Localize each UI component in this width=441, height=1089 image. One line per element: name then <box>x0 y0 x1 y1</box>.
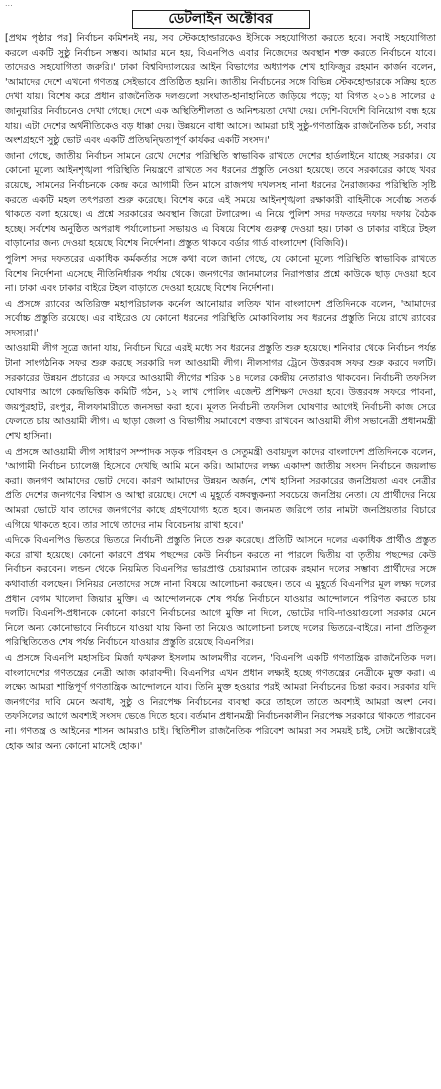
headline-box <box>132 10 310 29</box>
paragraph-7: এদিকে বিএনপিও ভিতরে ভিতরে নির্বাচনী প্রস্তুতি নিতে শুরু করেছে। প্রতিটি আসনে দলের একাধিক প্রার্থীও প্রস্তুত করে রাখা হয়েছে। কোনো কারণে প্রথম পছন্দের কেউ নির্বাচন করতে না পারলে দ্বিতীয় বা তৃতীয় পছন্দের কেউ নির্বাচন করবেন। লন্ডন থেকে নিয়মিত বিএনপির ভারপ্রাপ্ত চেয়ারম্যান তারেক রহমান দলের সম্ভাব্য প্রার্থীদের সঙ্গে কথাবার্তা বলছেন। সিনিয়র নেতাদের সঙ্গে নানা বিষয়ে আলোচনা করছেন। তবে এ মুহূর্তে বিএনপির মূল লক্ষ্য দলের প্রধান বেগম খালেদা জিয়ার মুক্তি। এ আন্দোলনকে শেষ পর্যন্ত নির্বাচনে যাওয়ার আন্দোলনে পরিণত করতে চায় দলটি। বিএনপি-প্রধানকে কোনো কারণে নির্বাচনের আগে মুক্তি না দিলে, ভোটের দাবি-দাওয়াগুলো সরকার মেনে নিলে অন্য কোনোভাবে নির্বাচনে যাওয়া যায় কিনা তা নিয়েও আলোচনা চলছে দলের ভিতরে-বাইরে। নানা প্রতিকূল পরিস্থিতিতেও শেষ পর্যন্ত নির্বাচনে যাওয়ার প্রস্তুতি রয়েছে বিএনপির। <box>5 535 436 649</box>
article-body <box>5 32 436 754</box>
top-strip: ... <box>5 0 13 8</box>
headline: ডেটলাইন অক্টোবর <box>168 11 273 27</box>
paragraph-4: এ প্রসঙ্গে র‍্যাবের অতিরিক্ত মহাপরিচালক কর্নেল আনোয়ার লতিফ খান বাংলাদেশ প্রতিদিনকে বলেন, 'আমাদের সর্বোচ্চ প্রস্তুতি রয়েছে। এর বাইরেও যে কোনো ধরনের পরিস্থিতি মোকাবিলায় সব ধরনের প্রস্তুতি নিয়ে রাখে র‍্যাবের সদস্যরা।' <box>5 298 436 339</box>
paragraph-6: এ প্রসঙ্গে আওয়ামী লীগ সাধারণ সম্পাদক সড়ক পরিবহন ও সেতুমন্ত্রী ওবায়দুল কাদের বাংলাদেশ প্রতিদিনকে বলেন, 'আগামী নির্বাচন চ্যালেঞ্জ হিসেবে দেখছি আমি মনে করি। আমাদের লক্ষ্য একাদশ জাতীয় সংসদ নির্বাচনে জয়লাভ করা। জনগণ আমাদের ভোট দেবে। কারণ আমাদের উন্নয়ন অর্জন, শেখ হাসিনা সরকারের জনপ্রিয়তা এবং নেত্রীর প্রতি দেশের জনগণের বিশ্বাস ও আস্থা রয়েছে। দেশে এ মুহূর্তে বঙ্গবন্ধুকন্যা সবচেয়ে জনপ্রিয় নেতা। যে প্রার্থীদের নিয়ে আমরা ভোটে যাব তাদের জনগণের কাছে গ্রহণযোগ্য হতে হবে। জনমত জরিপে তার নামটা জনপ্রিয়তার বিচারে এগিয়ে থাকতে হবে। তার সাথে তাদের নাম বিবেচনায় রাখা হবে।' <box>5 446 436 531</box>
paragraph-5: আওয়ামী লীগ সূত্রে জানা যায়, নির্বাচন ঘিরে এরই মধ্যে সব ধরনের প্রস্তুতি শুরু হয়েছে। শনিবার থেকে নির্বাচন পর্যন্ত টানা সাংগঠনিক সফর শুরু করছে সরকারি দল আওয়ামী লীগ। নীলসাগর ট্রেনে উত্তরবঙ্গ সফর শুরু করবে দলটি। সরকারের উন্নয়ন প্রচারের এ সফরে আওয়ামী লীগের শরিক ১৪ দলের কেন্দ্রীয় নেতারাও থাকবেন। নির্বাচনী তফসিল ঘোষণার আগে কেন্দ্রভিত্তিক কমিটি গঠন, ১২ লাখ পোলিং এজেন্ট প্রশিক্ষণ দেওয়া হবে। উত্তরবঙ্গ সফরে পাবনা, জয়পুরহাট, রংপুর, নীলফামারীতে জনসভা করা হবে। মূলত নির্বাচনী তফসিল ঘোষণার আগেই নির্বাচনী কাজ সেরে ফেলতে চায় আওয়ামী লীগ। এ ছাড়া জেলা ও বিভাগীয় সমাবেশে বক্তব্য রাখবেন আওয়ামী লীগ সভানেত্রী প্রধানমন্ত্রী শেখ হাসিনা। <box>5 343 436 443</box>
paragraph-8: এ প্রসঙ্গে বিএনপি মহাসচিব মির্জা ফখরুল ইসলাম আলমগীর বলেন, 'বিএনপি একটি গণতান্ত্রিক রাজনৈতিক দল। বাংলাদেশের গণতন্ত্রের নেত্রী আজ কারাবন্দী। বিএনপির এখন প্রধান লক্ষ্যই হচ্ছে গণতন্ত্রের নেত্রীকে মুক্ত করা। এ লক্ষ্যে আমরা শান্তিপূর্ণ গণতান্ত্রিক আন্দোলনে যাব। তিনি মুক্ত হওয়ার পরই আমরা নির্বাচনের চিন্তা করব। সরকার যদি জনগণের দাবি মেনে অবাধ, সুষ্ঠু ও নিরপেক্ষ নির্বাচনের ব্যবস্থা করে তাহলে তাতে অবশ্যই আমরা অংশ নেব। তফসিলের আগে অবশ্যই সংসদ ভেঙে দিতে হবে। বর্তমান প্রধানমন্ত্রী নির্বাচনকালীন নিরপেক্ষ সরকারে থাকতে পারবেন না। গণতন্ত্র ও আইনের শাসন আমরাও চাই। স্থিতিশীল রাজনৈতিক পরিবেশ আমরা সব সময়ই চাই, সেটা অক্টোবরেই হোক আর অন্য কোনো মাসেই হোক।' <box>5 652 437 752</box>
paragraph-3: পুলিশ সদর দফতরের একাধিক কর্মকর্তার সঙ্গে কথা বলে জানা গেছে, যে কোনো মূল্যে পরিস্থিতি স্বাভাবিক রাখতে বিশেষ নির্দেশনা এসেছে নীতিনির্ধারক পর্যায় থেকে। জনগণের জানমালের নিরাপত্তার প্রশ্নে কাউকে ছাড় দেওয়া হবে না। ঢাকা এবং ঢাকার বাইরে টহল বাড়াতে দেওয়া হয়েছে বিশেষ নির্দেশনা। <box>5 253 436 295</box>
paragraph-1: [প্রথম পৃষ্ঠার পর] নির্বাচন কমিশনই নয়, সব স্টেকহোল্ডারকেও ইসিকে সহযোগিতা করতে হবে। সবাই সহযোগিতা করলে একটি সুষ্ঠু নির্বাচন সম্ভব। আমার মনে হয়, বিএনপিও এবার নিজেদের অবস্থান শক্ত করতে নির্বাচনে যাবে। তাদেরও সহযোগিতা জরুরি।' ঢাকা বিশ্ববিদ্যালয়ের আইন বিভাগের অধ্যাপক শেখ হাফিজুর রহমান কার্জন বলেন, 'আমাদের দেশে এখনো গণতন্ত্র সেইভাবে প্রতিষ্ঠিত হয়নি। জাতীয় নির্বাচনের সঙ্গে বিভিন্ন স্টেকহোল্ডারকে সক্রিয় হতে দেখা যায়। বিশেষ করে প্রধান রাজনৈতিক দলগুলো সংঘাত-হানাহানিতে জড়িয়ে পড়ে; যা বিগত ২০১৪ সালের ৫ জানুয়ারির নির্বাচনেও দেখা গেছে। দেশে এক অস্থিতিশীলতা ও অনিশ্চয়তা দেখা দেয়। দেশি-বিদেশি বিনিয়োগ বন্ধ হয়ে যায়। এটা দেশের অর্থনীতিকেও বড় ধাক্কা দেয়। উন্নয়নে বাধা আসে। আমরা চাই সুষ্ঠু-গণতান্ত্রিক রাজনৈতিক চর্চা, সবার অংশগ্রহণে সুষ্ঠু ভোট এবং একটি প্রতিদ্বন্দ্বিতাপূর্ণ কার্যকর একটি সংসদ।' <box>5 33 436 147</box>
paragraph-2: জানা গেছে, জাতীয় নির্বাচন সামনে রেখে দেশের পরিস্থিতি স্বাভাবিক রাখতে দেশের হার্ডলাইনে যাচ্ছে সরকার। যে কোনো মূল্যে আইনশৃঙ্খলা পরিস্থিতি নিয়ন্ত্রণে রাখতে সব ধরনের প্রস্তুতি নেওয়া হয়েছে। তবে সরকারের কাছে খবর রয়েছে, সামনের নির্বাচনকে কেন্দ্র করে আগামী তিন মাসে রাজপথ দখলসহ নানা ধরনের নৈরাজ্যকর পরিস্থিতি সৃষ্টি করতে একটি মহল তৎপরতা শুরু করেছে। বিশেষ করে এই সময়ে আইনশৃঙ্খলা রক্ষাকারী বাহিনীকে সর্বোচ্চ সতর্ক থাকতে বলা হয়েছে। এ প্রশ্নে সরকারের অবস্থান জিরো টলারেন্স। এ নিয়ে পুলিশ সদর দফতরে দফায় দফায় বৈঠক হচ্ছে। সর্বশেষ অনুষ্ঠিত অপরাধ পর্যালোচনা সভায়ও এ বিষয়ে বিশেষ গুরুত্ব দেওয়া হয়। ঢাকা ও ঢাকার বাইরে টহল বাড়ানোর জন্য দেওয়া হয়েছে বিশেষ নির্দেশনা। প্রস্তুত থাকবে বর্ডার গার্ড বাংলাদেশ (বিজিবি)। <box>5 150 436 250</box>
